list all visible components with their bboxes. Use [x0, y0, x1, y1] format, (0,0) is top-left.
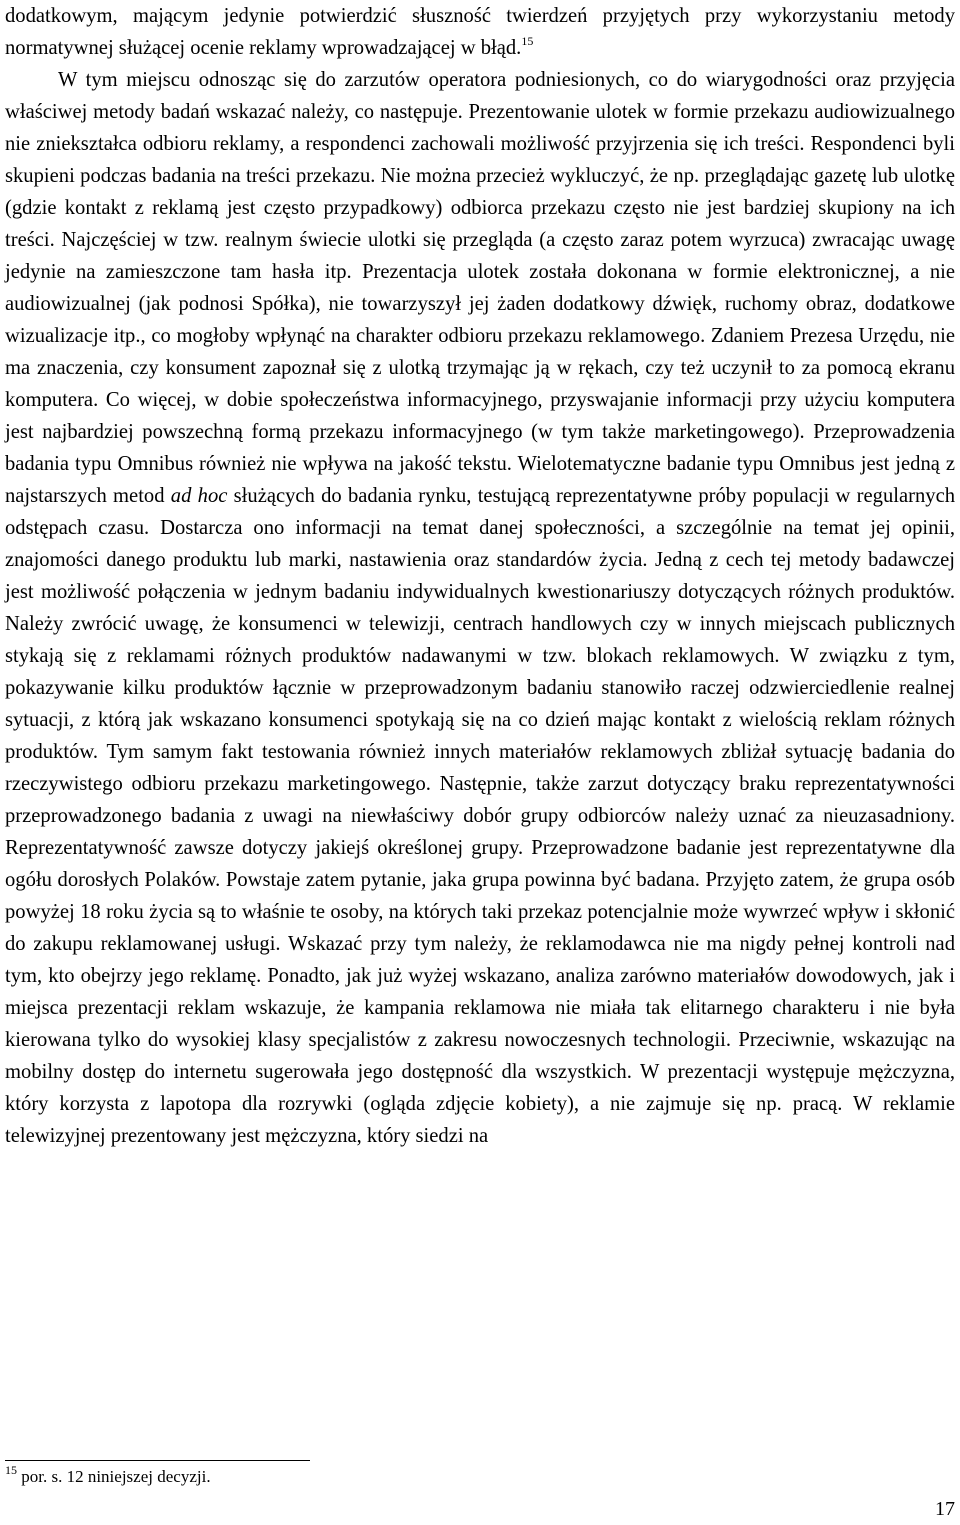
main-text [5, 0, 955, 1152]
italic-term: ad hoc [170, 485, 228, 507]
footnote-separator [5, 1460, 310, 1461]
footnote-number: 15 [5, 1463, 17, 1477]
footnote-text: por. s. 12 niniejszej decyzji. [17, 1467, 211, 1486]
paragraph-text: służących do badania rynku, testującą reprezentatywne próby populacji w regularnych odstępach czasu. Dostarcza ono informacji na temat danej społeczności, a szczególnie na temat jej opinii, znajomości danego produktu lub marki, nastawienia oraz standardów życia. Jedną z cech tej metody badawczej jest możliwość połączenia w jednym badaniu indywidualnych kwestionariuszy dotyczących różnych produktów. Należy zwrócić uwagę, że konsumenci w telewizji, centrach handlowych czy w innych miejscach publicznych stykają się z reklamami różnych produktów nadawanymi w tzw. blokach reklamowych. W związku z tym, pokazywanie kilku produktów łącznie w przeprowadzonym badaniu stanowiło raczej odzwierciedlenie realnej sytuacji, z którą jak wskazano konsumenci spotykają się na co dzień mając kontakt z wielością reklam różnych produktów. Tym samym fakt testowania również innych materiałów reklamowych zbliżał sytuację badania do rzeczywistego odbioru przekazu marketingowego. Następnie, także zarzut dotyczący braku reprezentatywności przeprowadzonego badania z uwagi na niewłaściwy dobór grupy odbiorców należy uznać za nieuzasadniony. Reprezentatywność zawsze dotyczy jakiejś określonej grupy. Przeprowadzone badanie jest reprezentatywne dla ogółu dorosłych Polaków. Powstaje zatem pytanie, jaka grupa powinna być badana. Przyjęto zatem, że grupa osób powyżej 18 roku życia są to właśnie te osoby, na których taki przekaz potencjalnie może wywrzeć wpływ i skłonić do zakupu reklamowanej usługi. Wskazać przy tym należy, że reklamodawca nie ma nigdy pełnej kontroli nad tym, kto obejrzy jego reklamę. Ponadto, jak już wyżej wskazano, analiza zarówno materiałów dowodowych, jak i miejsca prezentacji reklam wskazuje, że kampania reklamowa nie miała tak elitarnego charakteru i nie była kierowana tylko do wysokiej klasy specjalistów z zakresu nowoczesnych technologii. Przeciwnie, wskazując na mobilny dostęp do internetu sugerowała jego dostępność dla wszystkich. W prezentacji występuje mężczyzna, który korzysta z lapotopa dla rozrywki (ogląda zdjęcie kobiety), a nie zajmuje się np. pracą. W reklamie telewizyjnej prezentowany jest mężczyzna, który siedzi na [5, 485, 956, 1147]
paragraph-text: W tym miejscu odnosząc się do zarzutów operatora podniesionych, co do wiarygodności oraz przyjęcia właściwej metody badań wskazać należy, co następuje. Prezentowanie ulotek w formie przekazu audiowizualnego nie zniekształca odbioru reklamy, a respondenci zachowali możliwość przyjrzenia się ich treści. Respondenci byli skupieni podczas badania na treści przekazu. Nie można przecież wykluczyć, że np. przeglądając gazetę lub ulotkę (gdzie kontakt z reklamą jest często przypadkowy) odbiorca przekazu często nie jest bardziej skupiony na ich treści. Najczęściej w tzw. realnym świecie ulotki się przegląda (a często zaraz potem wyrzuca) zwracając uwagę jedynie na zamieszczone tam hasła itp. Prezentacja ulotek została dokonana w formie elektronicznej, a nie audiowizualnej (jak podnosi Spółka), nie towarzyszył jej żaden dodatkowy dźwięk, ruchomy obraz, dodatkowe wizualizacje itp., co mogłoby wpłynąć na charakter odbioru przekazu reklamowego. Zdaniem Prezesa Urzędu, nie ma znaczenia, czy konsument zapoznał się z ulotką trzymając ją w rękach, czy też uczynił to za pomocą ekranu komputera. Co więcej, w dobie społeczeństwa informacyjnego, przyswajanie informacji przy użyciu komputera jest najbardziej powszechną formą przekazu informacyjnego (w tym także marketingowego). Przeprowadzenia badania typu Omnibus również nie wpływa na jakość tekstu. Wielotematyczne badanie typu Omnibus jest jedną z najstarszych metod [5, 69, 955, 507]
paragraph [5, 64, 955, 1152]
paragraph-continuation [5, 0, 955, 64]
footnote-reference: 15 [521, 34, 534, 48]
page-number: 17 [935, 1498, 955, 1520]
document-page [5, 0, 955, 1152]
footnote [5, 1463, 211, 1488]
paragraph-text: dodatkowym, mającym jedynie potwierdzić słuszność twierdzeń przyjętych przy wykorzystaniu metody normatywnej służącej ocenie reklamy wprowadzającej w błąd. [5, 5, 955, 59]
